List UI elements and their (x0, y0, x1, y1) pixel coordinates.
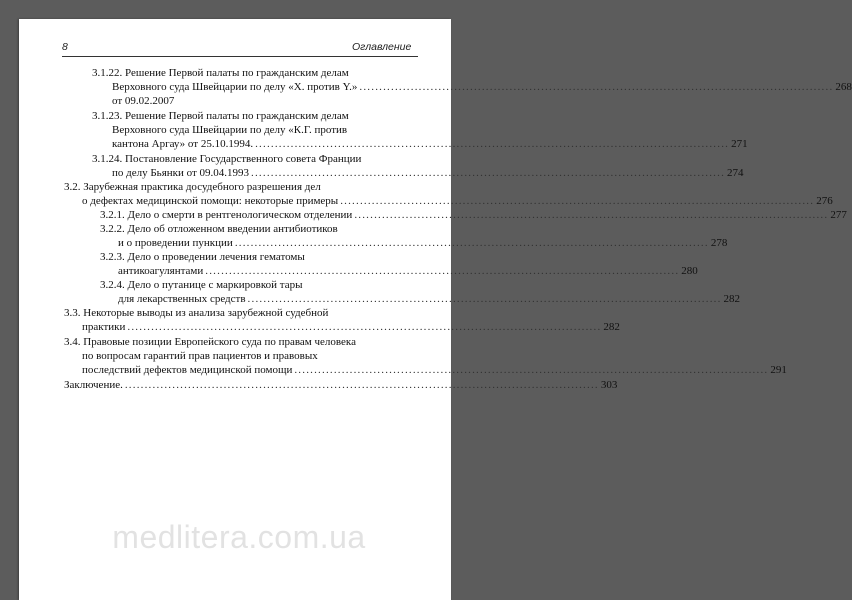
toc-line (82, 194, 833, 208)
toc-entry-text: 3.2.4. Дело о путанице с маркировкой тары (100, 279, 303, 291)
toc-entry-text: для лекарственных средств (118, 293, 246, 305)
toc-entry-page: 276 (816, 195, 833, 207)
toc-entry-text: 3.2.3. Дело о проведении лечения гематомы (100, 251, 305, 263)
toc-entry-text: 3.2.2. Дело об отложенном введении антибиотиков (100, 223, 338, 235)
toc-line (82, 363, 787, 377)
toc-entry-page: 280 (681, 265, 698, 277)
toc-entry-text: 3.1.23. Решение Первой палаты по гражданским делам (92, 110, 349, 122)
toc-line (100, 222, 398, 236)
toc-line (112, 80, 852, 94)
dot-leader: ........................................................................................................................ (127, 321, 602, 333)
table-of-contents (19, 19, 852, 600)
dot-leader: ........................................................................................................................ (247, 293, 722, 305)
toc-entry-text: 3.2.1. Дело о смерти в рентгенологическом отделении (100, 209, 353, 221)
toc-line (64, 335, 398, 349)
toc-line (112, 94, 232, 108)
toc-line (64, 378, 618, 392)
running-header-title: Оглавление (352, 41, 412, 53)
toc-entry-text: Верховного суда Швейцарии по делу «К.Г. против (112, 124, 348, 136)
toc-entry-page: 278 (710, 237, 728, 249)
toc-entry-text: последствий дефектов медицинской помощи (82, 364, 293, 376)
toc-entry-page: 282 (723, 293, 741, 305)
toc-entry-text: кантона Аргау» от 25.10.1994. (112, 138, 254, 150)
toc-entry-page: 274 (727, 167, 744, 179)
toc-entry-text: практики (82, 321, 126, 333)
toc-line (92, 66, 393, 80)
toc-entry-text: 3.1.24. Постановление Государственного совета Франции (92, 153, 362, 165)
dot-leader: ........................................................................................................................ (359, 81, 834, 93)
toc-line (118, 292, 741, 306)
toc-entry-page: 271 (731, 138, 748, 150)
dot-leader: ........................................................................................................................ (124, 379, 599, 391)
watermark: medlitera.com.ua (112, 519, 366, 555)
dot-leader: ........................................................................................................................ (255, 138, 730, 150)
dot-leader: ........................................................................................................................ (294, 364, 769, 376)
toc-entry-text: от 09.02.2007 (112, 95, 175, 107)
toc-entry-page: 303 (600, 379, 618, 391)
document-page (19, 19, 852, 600)
toc-entry-page: 282 (603, 321, 620, 333)
toc-entry-text: Верховного суда Швейцарии по делу «X. против Y.» (112, 81, 358, 93)
toc-entry-text: 3.1.22. Решение Первой палаты по гражданским делам (92, 67, 349, 79)
toc-line (112, 166, 744, 180)
toc-line (82, 320, 620, 334)
toc-line (92, 152, 393, 166)
dot-leader: ........................................................................................................................ (340, 195, 815, 207)
toc-entry-text: о дефектах медицинской помощи: некоторые примеры (82, 195, 339, 207)
dot-leader: ........................................................................................................................ (251, 167, 726, 179)
toc-entry-text: и о проведении пункции (118, 237, 233, 249)
toc-line (100, 278, 398, 292)
toc-line (118, 236, 728, 250)
toc-entry-page: 291 (770, 364, 787, 376)
toc-entry-text: 3.2. Зарубежная практика досудебного разрешения дел (64, 181, 321, 193)
toc-line (112, 137, 748, 151)
toc-line (100, 208, 847, 222)
dot-leader: ........................................................................................................................ (234, 237, 709, 249)
toc-entry-text: 3.4. Правовые позиции Европейского суда по правам человека (64, 336, 356, 348)
toc-line (112, 123, 398, 137)
toc-entry-text: по делу Бьянки от 09.04.1993 (112, 167, 250, 179)
toc-line (118, 264, 698, 278)
toc-entry-page: 268 (835, 81, 852, 93)
toc-line (64, 180, 398, 194)
page-number: 8 (62, 41, 68, 53)
toc-line (64, 306, 398, 320)
toc-entry-text: по вопросам гарантий прав пациентов и правовых (82, 350, 318, 362)
toc-line (100, 250, 398, 264)
toc-entry-page: 277 (830, 209, 847, 221)
toc-line (82, 349, 398, 363)
dot-leader: ........................................................................................................................ (354, 209, 829, 221)
toc-entry-text: 3.3. Некоторые выводы из анализа зарубежной судебной (64, 307, 329, 319)
toc-entry-text: антикоагулянтами (118, 265, 204, 277)
dot-leader: ........................................................................................................................ (205, 265, 680, 277)
toc-line (92, 109, 393, 123)
toc-entry-text: Заключение. (64, 379, 123, 391)
